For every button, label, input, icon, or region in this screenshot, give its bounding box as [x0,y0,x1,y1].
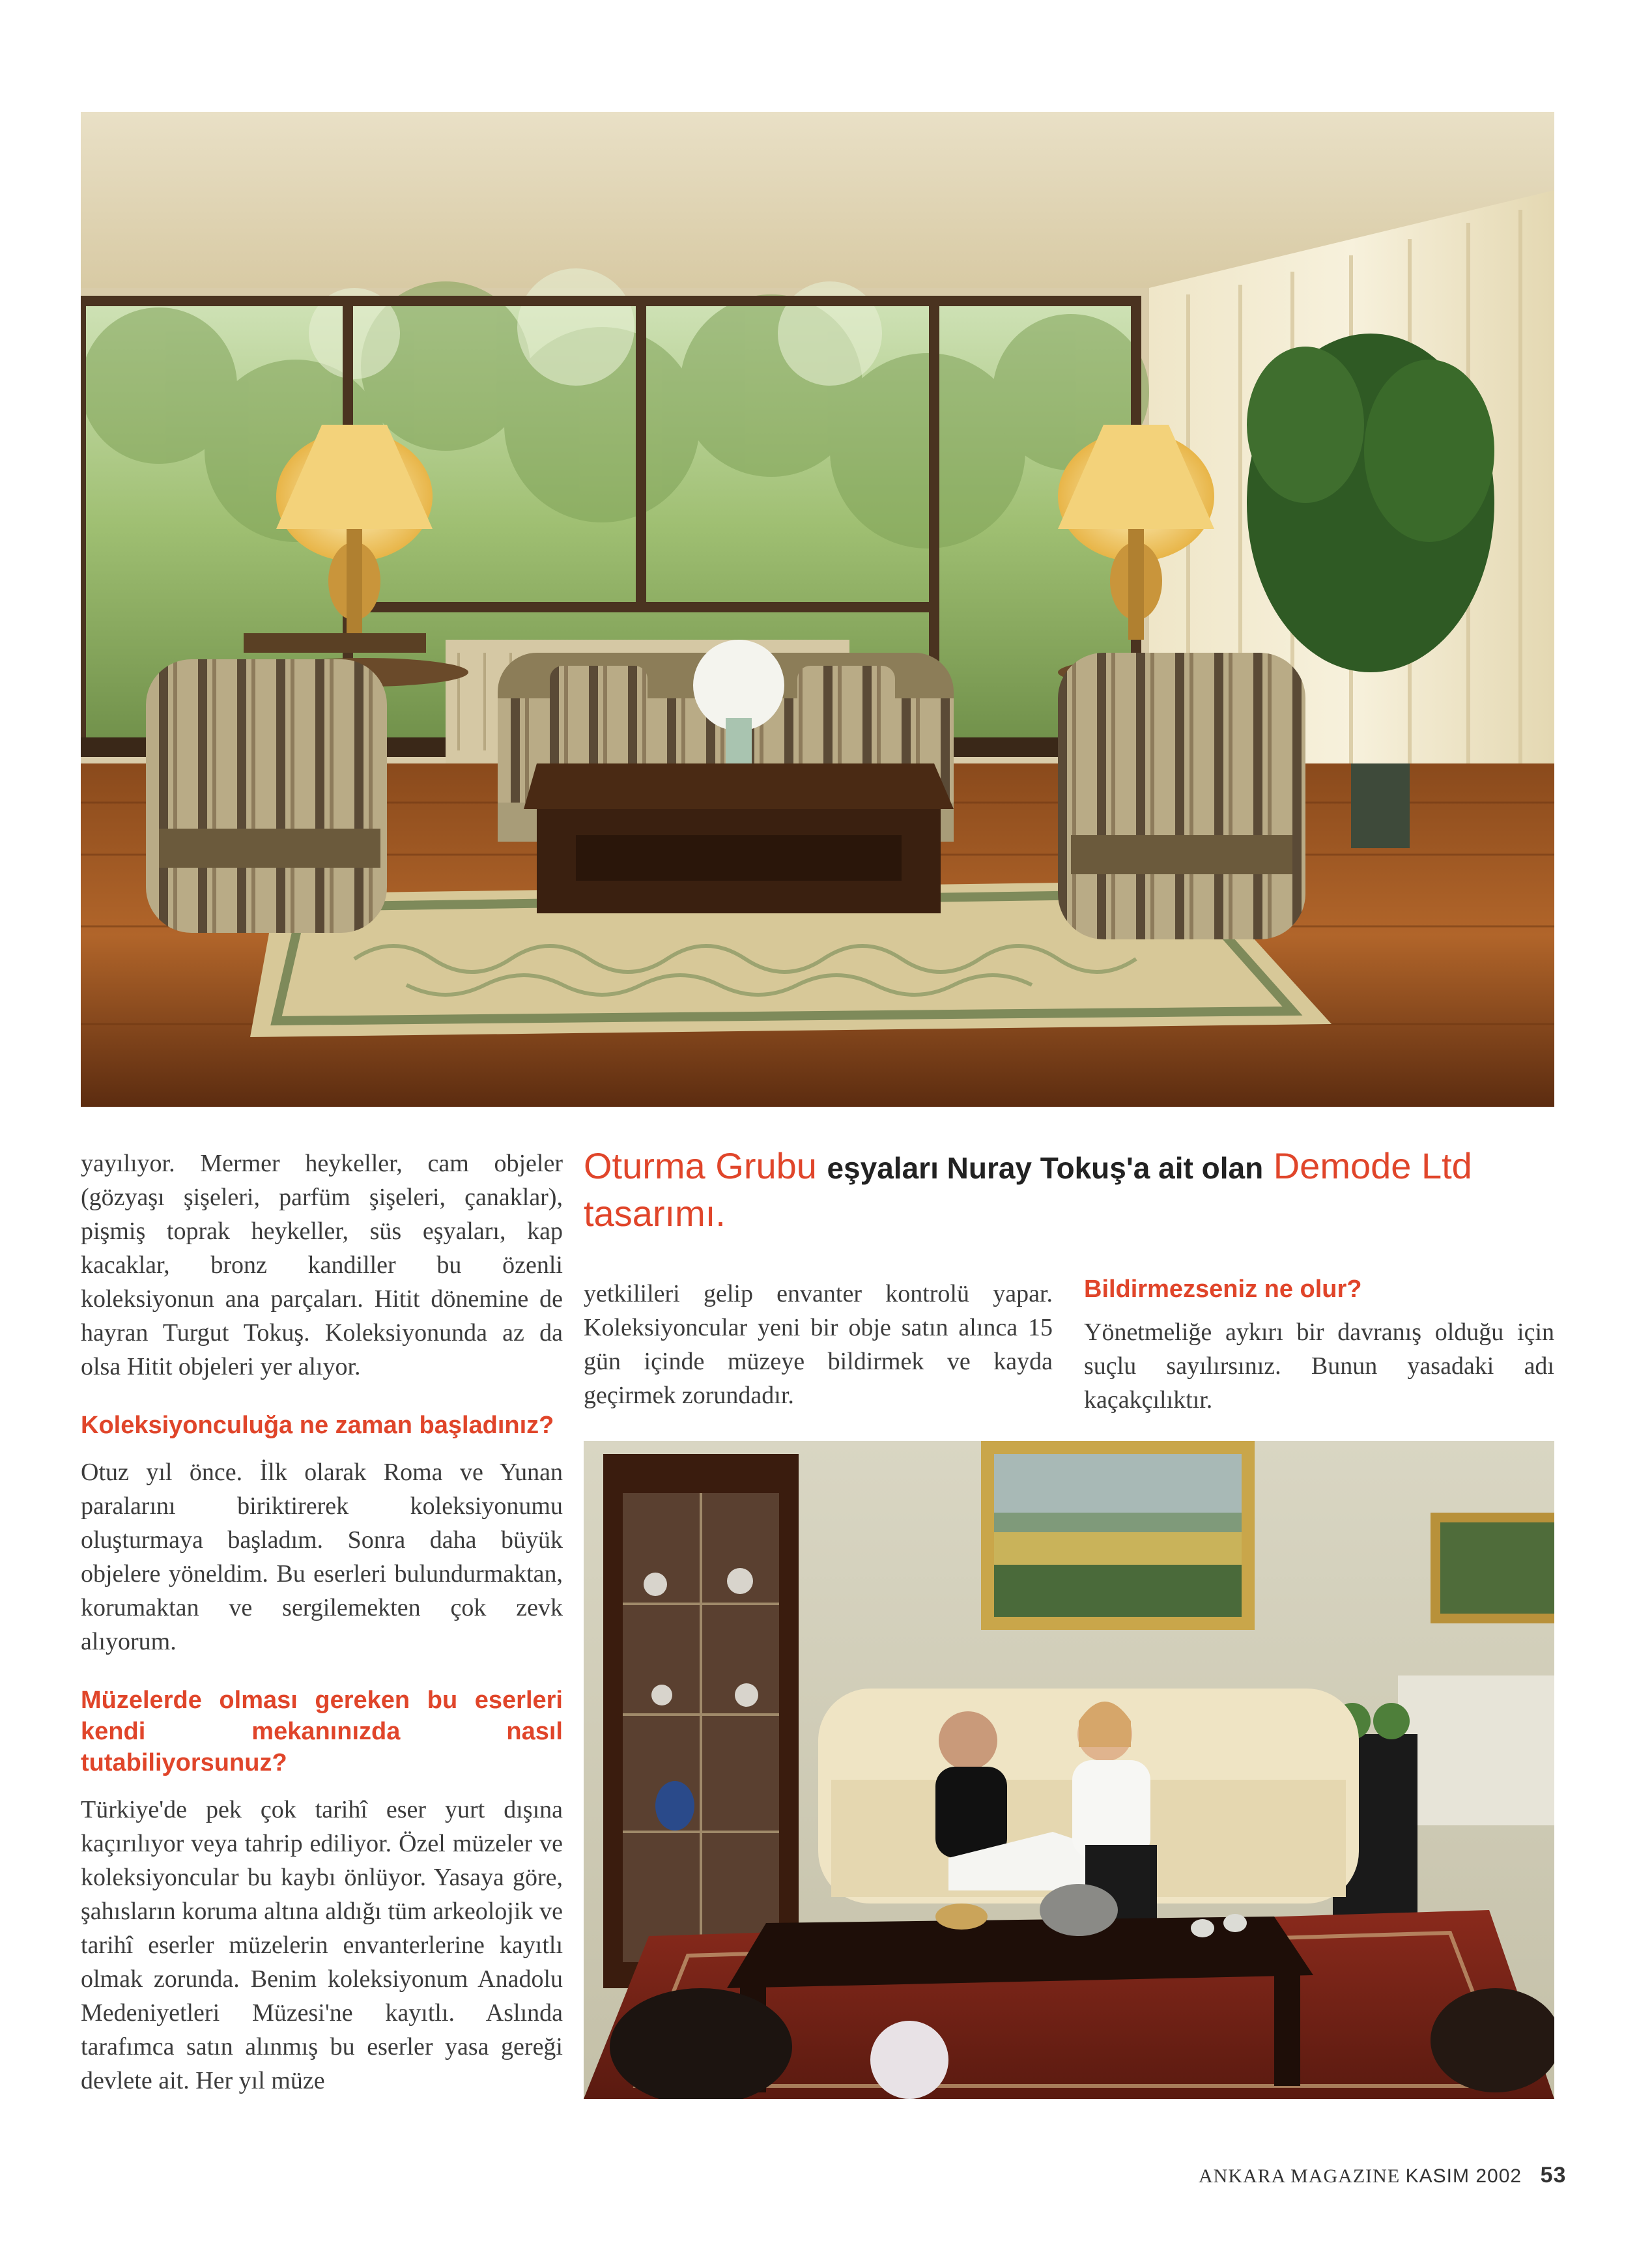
question-when-started: Koleksiyonculuğa ne zaman başladınız? [81,1412,554,1439]
question-museum-items: Müzelerde olması gereken bu eserleri kendi mekanınızda nasıl tutabiliyorsunuz? [81,1687,563,1776]
living-room-photo [81,112,1554,1107]
issue-date: KASIM 2002 [1405,2165,1522,2187]
magazine-name: ANKARA MAGAZINE [1199,2165,1401,2187]
intro-paragraph: yayılıyor. Mermer heykeller, cam objeler (gözyaşı şişeleri, parfüm şişeleri, çanaklar), pişmiş toprak heykeller, süs eşyaları, kap kacaklar, bronz kandiller bu özenli koleksiyonun ana parçaları. Hitit dönemine de hayran Turgut Tokuş. Koleksiyonunda az da olsa Hitit objeleri yer alıyor. [81,1150,563,1380]
right-column [1084,1274,1554,1417]
page-footer [1199,2163,1567,2188]
living-room-illustration [81,112,1554,1107]
couple-portrait-illustration [584,1441,1554,2099]
middle-column [584,1277,1053,1412]
page-number: 53 [1540,2163,1567,2188]
answer-if-not-reported: Yönetmeliğe aykırı bir davranış olduğu için suçlu sayılırsınız. Bunun yasadaki adı kaçakçılıktır. [1084,1319,1554,1414]
caption-tasarimi: tasarımı. [584,1193,726,1234]
couple-portrait-photo [584,1441,1554,2099]
question-if-not-reported: Bildirmezseniz ne olur? [1084,1276,1362,1303]
caption-middle: eşyaları Nuray Tokuş'a ait olan [827,1151,1264,1185]
left-column [81,1147,563,2098]
answer-when-started: Otuz yıl önce. İlk olarak Roma ve Yunan paralarını biriktirerek koleksiyonumu oluşturmaya başladım. Sonra daha büyük objelere yöneldim. Bu eserleri bulundurmaktan, korumaktan ve sergilemekten çok zevk alıyorum. [81,1459,563,1655]
middle-paragraph: yetkilileri gelip envanter kontrolü yapar. Koleksiyoncular yeni bir obje satın alınca 15 gün içinde müzeye bildirmek ve kayda geçirmek zorundadır. [584,1280,1053,1409]
caption-oturma-grubu: Oturma Grubu [584,1145,817,1186]
caption-demode: Demode Ltd [1273,1145,1472,1186]
photo-caption [584,1143,1554,1236]
answer-museum-items: Türkiye'de pek çok tarihî eser yurt dışına kaçırılıyor veya tahrip ediliyor. Özel müzeler ve koleksiyoncular bu kaybı önlüyor. Yasaya göre, şahısların koruma altına aldığı tüm arkeolojik ve tarihî eserler müzelerin envanterlerine kayıtlı olmak zorunda. Benim koleksiyonum Anadolu Medeniyetleri Müzesi'ne kayıtlı. Aslında tarafımca satın alınmış bu eserler yasa gereği devlete ait. Her yıl müze [81,1796,563,2094]
